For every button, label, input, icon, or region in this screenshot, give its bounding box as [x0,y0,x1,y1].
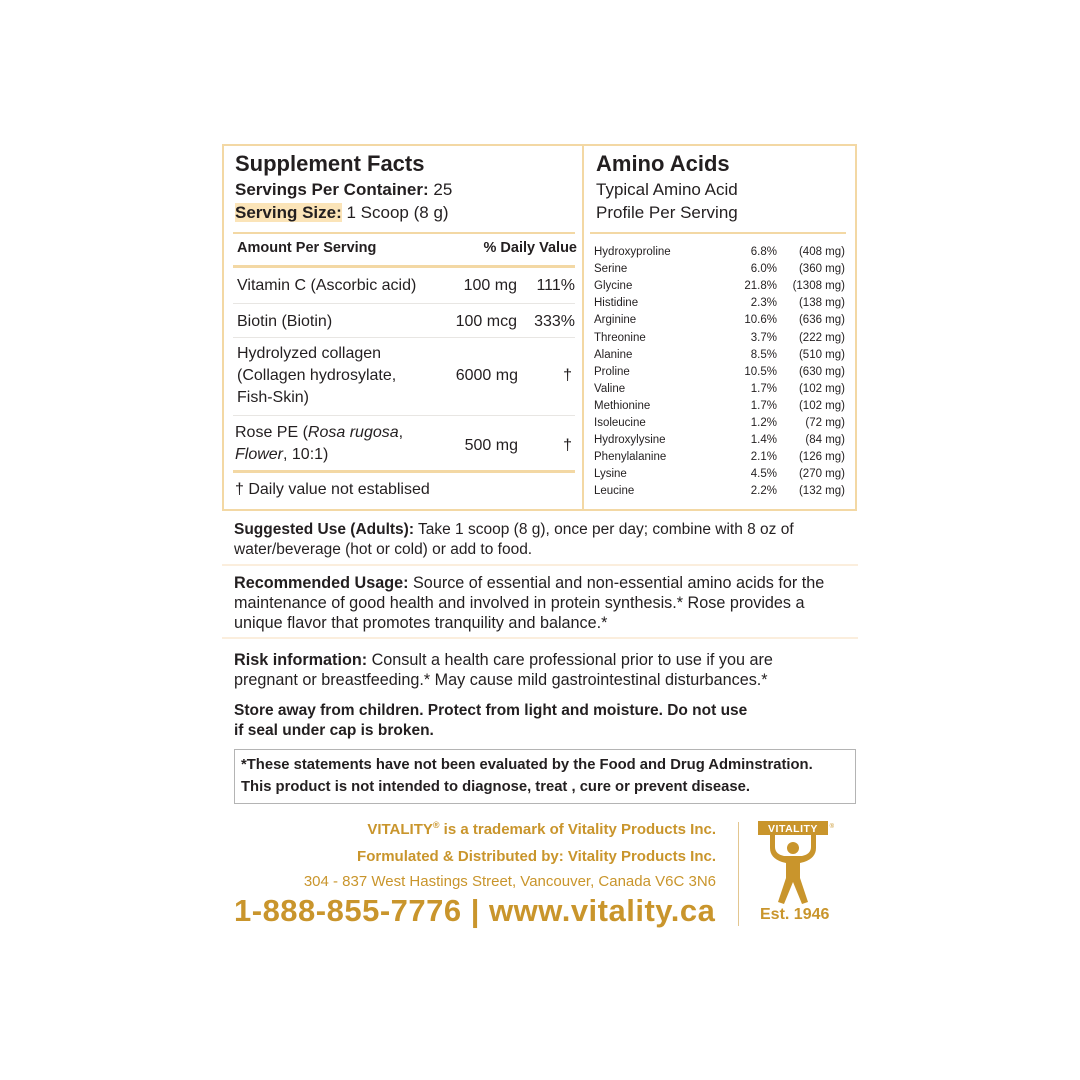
amino-acid-name: Serine [594,263,628,276]
suggested-use-text-2: water/beverage (hot or cold) or add to food. [234,541,533,558]
storage-warning-line-2: if seal under cap is broken. [234,722,434,739]
amount-per-serving-header: Amount Per Serving [237,240,377,256]
amino-acid-mg: (408 mg) [798,246,845,258]
nutrient-table-header [237,240,577,260]
section-divider [222,564,858,566]
amino-acid-row [594,261,846,278]
servings-value: 25 [433,180,453,199]
phone-and-website: 1-888-855-7776 | www.vitality.ca [234,893,716,928]
amino-acid-name: Hydroxylysine [594,434,666,447]
risk-information-text-1: Consult a health care professional prior to use if you are [367,651,773,669]
company-address: 304 - 837 West Hastings Street, Vancouver, Canada V6C 3N6 [303,873,716,890]
amino-acid-percent: 6.0% [750,263,777,276]
nutrient-amount: 100 mcg [455,313,517,330]
logo-wordmark: VITALITY [768,823,818,835]
amino-acid-mg: (102 mg) [798,399,845,412]
section-divider [222,637,858,639]
serving-size [235,202,449,224]
amino-acid-mg: (360 mg) [798,263,845,276]
risk-information [234,650,864,690]
distributor-notice: Formulated & Distributed by: Vitality Products Inc. [357,848,716,865]
amino-acid-mg: (630 mg) [798,365,845,378]
registered-mark: ® [432,820,440,830]
serving-size-value: 1 Scoop (8 g) [346,203,449,222]
recommended-usage [234,573,864,633]
amino-acid-name: Hydroxyproline [594,246,671,258]
header-rule-right [590,232,846,234]
amino-acid-name: Histidine [594,297,639,310]
table-footer-rule [233,470,575,473]
trademark-text: is a trademark of Vitality Products Inc. [439,821,716,838]
row-separator [233,415,575,416]
amino-acid-row [594,244,846,261]
table-header-rule [233,265,575,268]
nutrient-amount: 100 mg [463,277,517,294]
amino-acid-mg: (138 mg) [798,297,845,310]
amino-acid-percent: 1.7% [750,382,777,395]
amino-acid-name: Alanine [594,348,633,361]
rose-latin-name: Rosa rugosa [307,424,399,441]
suggested-use-label: Suggested Use (Adults): [234,521,414,538]
row-separator [233,303,575,304]
nutrient-row-collagen [233,342,575,412]
amino-acid-name: Arginine [594,314,637,327]
amino-acids-subtitle-2: Profile Per Serving [596,203,738,222]
nutrient-amount: 500 mg [464,437,518,454]
amino-acid-name: Phenylalanine [594,451,667,464]
rose-ratio: , 10:1) [283,446,329,463]
amino-acid-percent: 3.7% [750,331,777,344]
amino-acid-row [594,449,846,466]
amino-acid-percent: 4.5% [750,468,777,481]
risk-information-text-2: pregnant or breastfeeding.* May cause mild gastrointestinal disturbances.* [234,671,768,689]
amino-acid-name: Threonine [594,331,646,344]
amino-acid-mg: (1308 mg) [792,280,845,293]
amino-acid-percent: 2.1% [750,451,777,464]
nutrient-name-line-3: Fish-Skin) [237,389,310,406]
nutrient-name: Vitamin C (Ascorbic acid) [237,277,417,294]
suggested-use-text-1: Take 1 scoop (8 g), once per day; combine with 8 oz of [413,521,794,538]
amino-acid-name: Glycine [594,280,633,293]
amino-acid-row [594,330,846,347]
amino-acid-row [594,398,846,415]
amino-acid-row [594,347,846,364]
nutrient-amount: 6000 mg [455,367,518,384]
footer-divider [738,822,739,926]
amino-acid-percent: 8.5% [750,348,777,361]
amino-acids-subtitle-1: Typical Amino Acid [596,180,738,199]
amino-acid-mg: (636 mg) [798,314,845,327]
amino-acid-percent: 6.8% [750,246,777,258]
amino-acid-row [594,381,846,398]
amino-acid-mg: (72 mg) [805,417,845,429]
amino-acid-mg: (102 mg) [798,382,845,395]
amino-acid-mg: (270 mg) [798,468,845,481]
amino-acid-mg: (84 mg) [805,434,845,447]
nutrient-name-line-1 [235,421,403,444]
amino-acid-percent: 21.8% [744,280,777,293]
servings-per-container [235,179,452,201]
daily-value-footnote: † Daily value not establised [235,481,430,498]
risk-information-label: Risk information: [234,651,368,669]
daily-value-header: % Daily Value [483,240,577,256]
logo-registered-mark: ® [829,824,834,830]
amino-acids-title: Amino Acids [596,151,730,176]
amino-acid-row [594,295,846,312]
rose-name-part: Rose PE ( [235,424,308,441]
fda-disclaimer-box [234,749,856,804]
header-rule-left [233,232,575,234]
disclaimer-line-2: This product is not intended to diagnose, treat , cure or prevent disease. [241,779,750,795]
nutrient-daily-value: † [563,437,572,454]
amino-acid-mg: (126 mg) [798,451,845,464]
amino-acid-row [594,278,846,295]
nutrient-daily-value: † [563,367,572,384]
amino-acid-name: Valine [594,382,626,395]
nutrient-daily-value: 111% [536,277,575,294]
trademark-brand: VITALITY [367,821,433,838]
amino-acid-row [594,432,846,449]
amino-acid-percent: 10.5% [744,365,777,378]
servings-label: Servings Per Container: [235,180,429,199]
amino-acid-percent: 10.6% [744,314,777,327]
storage-warning-line-1: Store away from children. Protect from light and moisture. Do not use [234,702,748,719]
amino-acid-name: Isoleucine [594,417,646,429]
amino-acid-mg: (222 mg) [798,331,845,344]
recommended-usage-text-3: unique flavor that promotes tranquility and balance.* [234,614,608,632]
amino-acid-percent: 2.3% [750,297,777,310]
amino-acid-name: Methionine [594,399,651,412]
amino-acid-percent: 1.7% [750,399,777,412]
nutrient-name-line-2: (Collagen hydrosylate, [237,367,397,384]
established-year: Est. 1946 [760,906,830,923]
rose-name-comma: , [398,424,404,441]
nutrient-name-line-1: Hydrolyzed collagen [237,345,382,362]
amino-acid-percent: 1.2% [750,417,777,429]
recommended-usage-text-1: Source of essential and non-essential amino acids for the [408,574,825,592]
amino-acid-row [594,466,846,483]
amino-acid-name: Leucine [594,485,635,498]
amino-acid-row [594,364,846,381]
nutrient-name: Biotin (Biotin) [237,313,333,330]
supplement-facts-title: Supplement Facts [235,151,425,176]
amino-acid-mg: (132 mg) [798,485,845,498]
disclaimer-line-1: *These statements have not been evaluated by the Food and Drug Adminstration. [241,757,813,773]
amino-acid-mg: (510 mg) [798,348,845,361]
amino-acid-percent: 2.2% [750,485,777,498]
recommended-usage-text-2: maintenance of good health and involved in protein synthesis.* Rose provides a [234,594,805,612]
nutrient-name-line-2 [235,443,328,466]
serving-size-label: Serving Size: [235,203,342,222]
amino-acid-name: Lysine [594,468,627,481]
panel-divider [582,146,584,509]
recommended-usage-label: Recommended Usage: [234,574,409,592]
nutrient-daily-value: 333% [534,313,575,330]
storage-warning [234,701,864,741]
nutrient-row-rose [233,421,575,469]
amino-acid-percent: 1.4% [750,434,777,447]
amino-acid-row [594,312,846,329]
rose-plant-part: Flower [235,446,284,463]
trademark-notice [367,820,716,838]
suggested-use [234,520,864,560]
amino-acid-name: Proline [594,365,630,378]
amino-acid-row [594,415,846,432]
amino-acid-row [594,483,846,500]
row-separator [233,337,575,338]
